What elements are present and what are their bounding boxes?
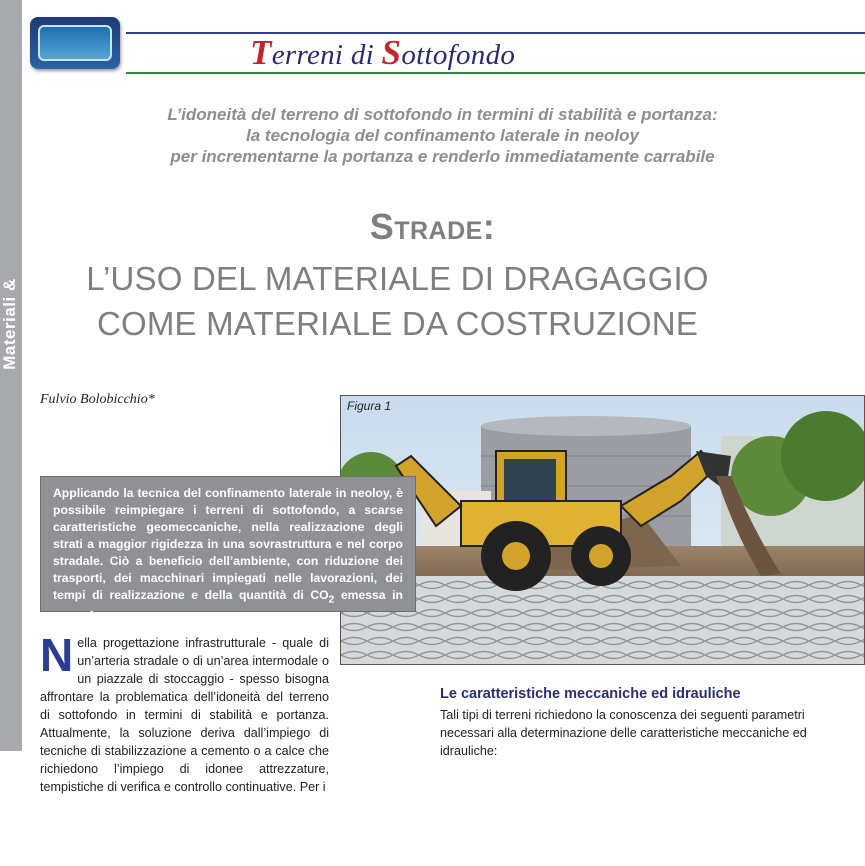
- body-text-left: [40, 629, 329, 796]
- intro-block: [60, 104, 825, 167]
- sidebar: [0, 0, 41, 751]
- headline-line-2: COME MATERIALE DA COSTRUZIONE: [96, 305, 699, 342]
- sidebar-label: Materiali & Inerti: [0, 278, 41, 370]
- section-title: [250, 33, 515, 73]
- summary-subscript: 2: [328, 594, 335, 606]
- body-left-paragraph: ella progettazione infrastrutturale - quale di un’arteria stradale o di un’area intermodale o un piazzale di stoccaggio - spesso bisogna affrontare la problematica dell’idoneità del terreno di sottofondo in termini di stabilità e portanza. Attualmente, la soluzione deriva dall’impiego di tecniche di stabilizzazione a cemento o a calce che richiedono l’impiego di idonee attrezzature, tempistiche di verifica e controllo continuative. Per i: [40, 636, 329, 794]
- drop-cap: N: [40, 629, 74, 681]
- excavator-photo: [341, 396, 865, 665]
- figure-caption: Figura 1: [347, 399, 392, 413]
- author-byline: Fulvio Bolobicchio*: [40, 392, 155, 407]
- title-part-1: erreni di: [271, 39, 382, 71]
- headline-strade: Strade:: [369, 206, 496, 247]
- intro-line-3: per incrementarne la portanza e renderlo immediatamente carrabile: [170, 147, 715, 166]
- title-part-2: ottofondo: [401, 39, 516, 71]
- title-initial-t: T: [250, 33, 272, 72]
- headline-line-1: L’USO DEL MATERIALE DI DRAGAGGIO: [86, 260, 709, 297]
- geocell-grid: [341, 576, 865, 665]
- title-initial-s: S: [381, 33, 402, 72]
- summary-text: Applicando la tecnica del confinamento laterale in neoloy, è possibile reimpiegare i terreni di sottofondo, a scarse caratteristiche geomeccaniche, nella realizzazione degli strati a maggior rigidezza in una sovrastruttura e nel corpo stradale. Ciò a beneficio dell’ambiente, con riduzione dei trasporti, dei macchinari impiegati nelle lavorazioni, dei tempi di realizzazione e della quantità di CO: [53, 486, 403, 602]
- logo-inner-panel: [38, 25, 112, 61]
- intro-line-1: L’idoneità del terreno di sottofondo in termini di stabilità e portanza:: [167, 105, 718, 124]
- summary-box: [40, 476, 416, 624]
- section-heading: Le caratteristiche meccaniche ed idrauliche: [440, 686, 741, 702]
- magazine-logo: [30, 17, 120, 69]
- intro-line-2: la tecnologia del confinamento laterale in neoloy: [246, 126, 639, 145]
- body-text-right: Tali tipi di terreni richiedono la conoscenza dei seguenti parametri necessari alla determinazione delle caratteristiche meccaniche ed idrauliche:: [440, 708, 807, 758]
- summary-text-end: emessa in atmosfera.: [53, 588, 403, 624]
- figure-1: [340, 395, 865, 665]
